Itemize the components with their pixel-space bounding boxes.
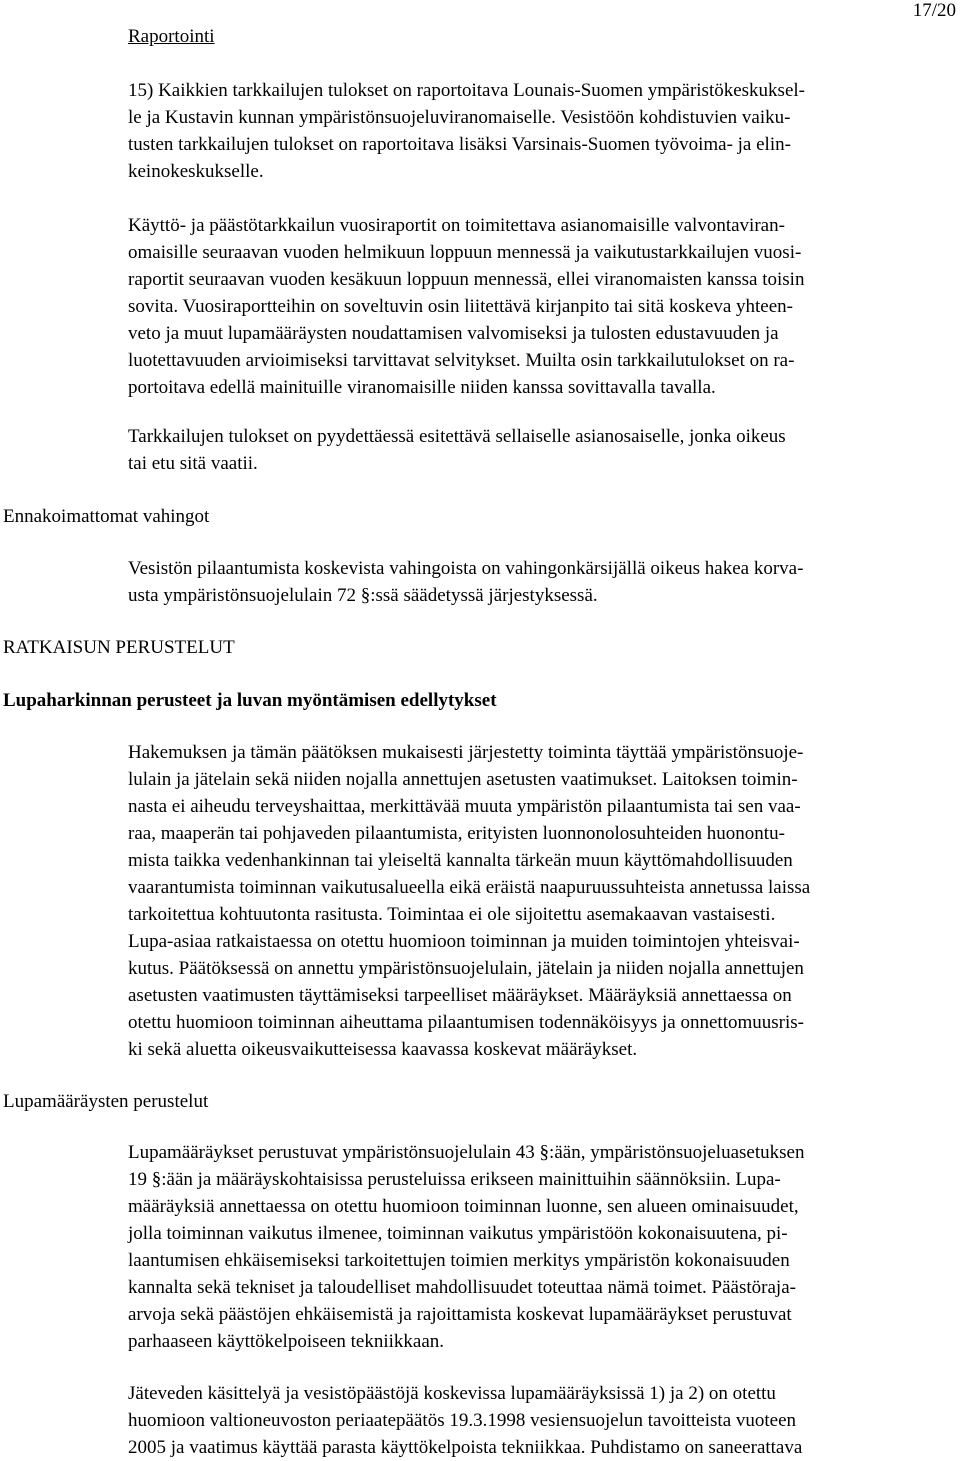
text-line: omaisille seuraavan vuoden helmikuun loppuun mennessä ja vaikutustarkkailujen vuosi-: [128, 242, 802, 263]
text-line: nasta ei aiheudu terveyshaittaa, merkittävää muuta ympäristön pilaantumista tai sen vaa-: [128, 796, 801, 817]
text-line: veto ja muut lupamääräysten noudattamisen valvomiseksi ja tulosten edustavuuden ja: [128, 323, 779, 344]
heading-permit-consideration: Lupaharkinnan perusteet ja luvan myöntämisen edellytykset: [3, 690, 497, 711]
text-line: 15) Kaikkien tarkkailujen tulokset on raportoitava Lounais-Suomen ympäristökeskuksel-: [128, 80, 805, 101]
text-line: raportit seuraavan vuoden kesäkuun loppuun mennessä, ellei viranomaisten kanssa toisin: [128, 269, 805, 290]
paragraph-annual-reports: [128, 212, 958, 401]
text-line: Lupamääräykset perustuvat ympäristönsuojelulain 43 §:ään, ympäristönsuojeluasetuksen: [128, 1142, 805, 1163]
text-line: Tarkkailujen tulokset on pyydettäessä esitettävä sellaiselle asianosaiselle, jonka oikeus: [128, 426, 786, 447]
text-line: arvoja sekä päästöjen ehkäisemistä ja rajoittamista koskevat lupamääräykset perustuvat: [128, 1304, 792, 1325]
text-line: usta ympäristönsuojelulain 72 §:ssä säädetyssä järjestyksessä.: [128, 585, 598, 606]
text-line: huomioon valtioneuvoston periaatepäätös 19.3.1998 vesiensuojelun tavoitteista vuoteen: [128, 1410, 797, 1431]
text-line: Lupa-asiaa ratkaistaessa on otettu huomioon toiminnan ja muiden toimintojen yhteisvai-: [128, 931, 800, 952]
page-number: 17/20: [912, 0, 956, 21]
paragraph-results-on-request: [128, 423, 958, 477]
paragraph-unforeseen-damages: [128, 555, 958, 609]
text-line: laantumisen ehkäisemiseksi tarkoitettujen toimien merkitys ympäristön kokonaisuuden: [128, 1250, 790, 1271]
text-line: luotettavuuden arvioimiseksi tarvittavat selvitykset. Muilta osin tarkkailutulokset on ra-: [128, 350, 795, 371]
text-line: lulain ja jätelain sekä niiden nojalla annettujen asetusten vaatimukset. Laitoksen toimin-: [128, 769, 798, 790]
text-line: tai etu sitä vaatii.: [128, 453, 258, 474]
text-line: Vesistön pilaantumista koskevista vahingoista on vahingonkärsijällä oikeus hakea korva-: [128, 558, 804, 579]
heading-permit-regulations-grounds: Lupamääräysten perustelut: [3, 1091, 209, 1112]
text-line: tusten tarkkailujen tulokset on raportoitava lisäksi Varsinais-Suomen työvoima- ja elin-: [128, 134, 791, 155]
paragraph-permit-consideration: [128, 739, 958, 1063]
text-line: raa, maaperän tai pohjaveden pilaantumista, erityisten luonnonolosuhteiden huonontu-: [128, 823, 785, 844]
section-header-link[interactable]: Raportointi: [128, 26, 215, 47]
paragraph-wastewater-treatment: [128, 1380, 958, 1461]
heading-decision-grounds: RATKAISUN PERUSTELUT: [3, 637, 235, 658]
text-line: parhaaseen käyttökelpoiseen tekniikkaan.: [128, 1331, 445, 1352]
text-line: kannalta sekä tekniset ja taloudelliset mahdollisuudet toteuttaa nämä toimet. Päästöraja-: [128, 1277, 796, 1298]
paragraph-permit-regulations-grounds: [128, 1139, 958, 1355]
text-line: asetusten vaatimusten täyttämiseksi tarpeelliset määräykset. Määräyksiä annettaessa on: [128, 985, 792, 1006]
text-line: ki sekä aluetta oikeusvaikutteisessa kaavassa koskevat määräykset.: [128, 1039, 638, 1060]
text-line: keinokeskukselle.: [128, 161, 264, 182]
text-line: Käyttö- ja päästötarkkailun vuosiraportit on toimitettava asianomaisille valvontaviran-: [128, 215, 785, 236]
text-line: le ja Kustavin kunnan ympäristönsuojeluviranomaiselle. Vesistöön kohdistuvien vaiku-: [128, 107, 791, 128]
text-line: Hakemuksen ja tämän päätöksen mukaisesti järjestetty toiminta täyttää ympäristönsuoje-: [128, 742, 804, 763]
paragraph-reporting-15: [128, 77, 958, 185]
text-line: Jäteveden käsittelyä ja vesistöpäästöjä koskevissa lupamääräyksissä 1) ja 2) on otettu: [128, 1383, 776, 1404]
text-line: sovita. Vuosiraportteihin on soveltuvin osin liitettävä kirjanpito tai sitä koskeva yhteen-: [128, 296, 793, 317]
text-line: vaarantumista toiminnan vaikutusalueella eikä eräistä naapuruussuhteista annetussa laissa: [128, 877, 811, 898]
text-line: 19 §:ään ja määräyskohtaisissa perusteluissa erikseen mainittuihin säännöksiin. Lupa-: [128, 1169, 781, 1190]
text-line: tarkoitettua kohtuutonta rasitusta. Toimintaa ei ole sijoitettu asemakaavan vastaisesti.: [128, 904, 776, 925]
text-line: kutus. Päätöksessä on annettu ympäristönsuojelulain, jätelain ja niiden nojalla annettujen: [128, 958, 804, 979]
text-line: 2005 ja vaatimus käyttää parasta käyttökelpoista tekniikkaa. Puhdistamo on saneerattava: [128, 1437, 803, 1458]
text-line: määräyksiä annettaessa on otettu huomioon toiminnan luonne, sen alueen ominaisuudet,: [128, 1196, 799, 1217]
heading-unforeseen-damages: Ennakoimattomat vahingot: [3, 506, 210, 527]
text-line: jolla toiminnan vaikutus ilmenee, toiminnan vaikutus ympäristöön kokonaisuutena, pi-: [128, 1223, 788, 1244]
text-line: otettu huomioon toiminnan aiheuttama pilaantumisen todennäköisyys ja onnettomuusris-: [128, 1012, 804, 1033]
text-line: portoitava edellä mainituille viranomaisille niiden kanssa sovittavalla tavalla.: [128, 377, 716, 398]
text-line: mista taikka vedenhankinnan tai yleiseltä kannalta tärkeän muun käyttömahdollisuuden: [128, 850, 793, 871]
